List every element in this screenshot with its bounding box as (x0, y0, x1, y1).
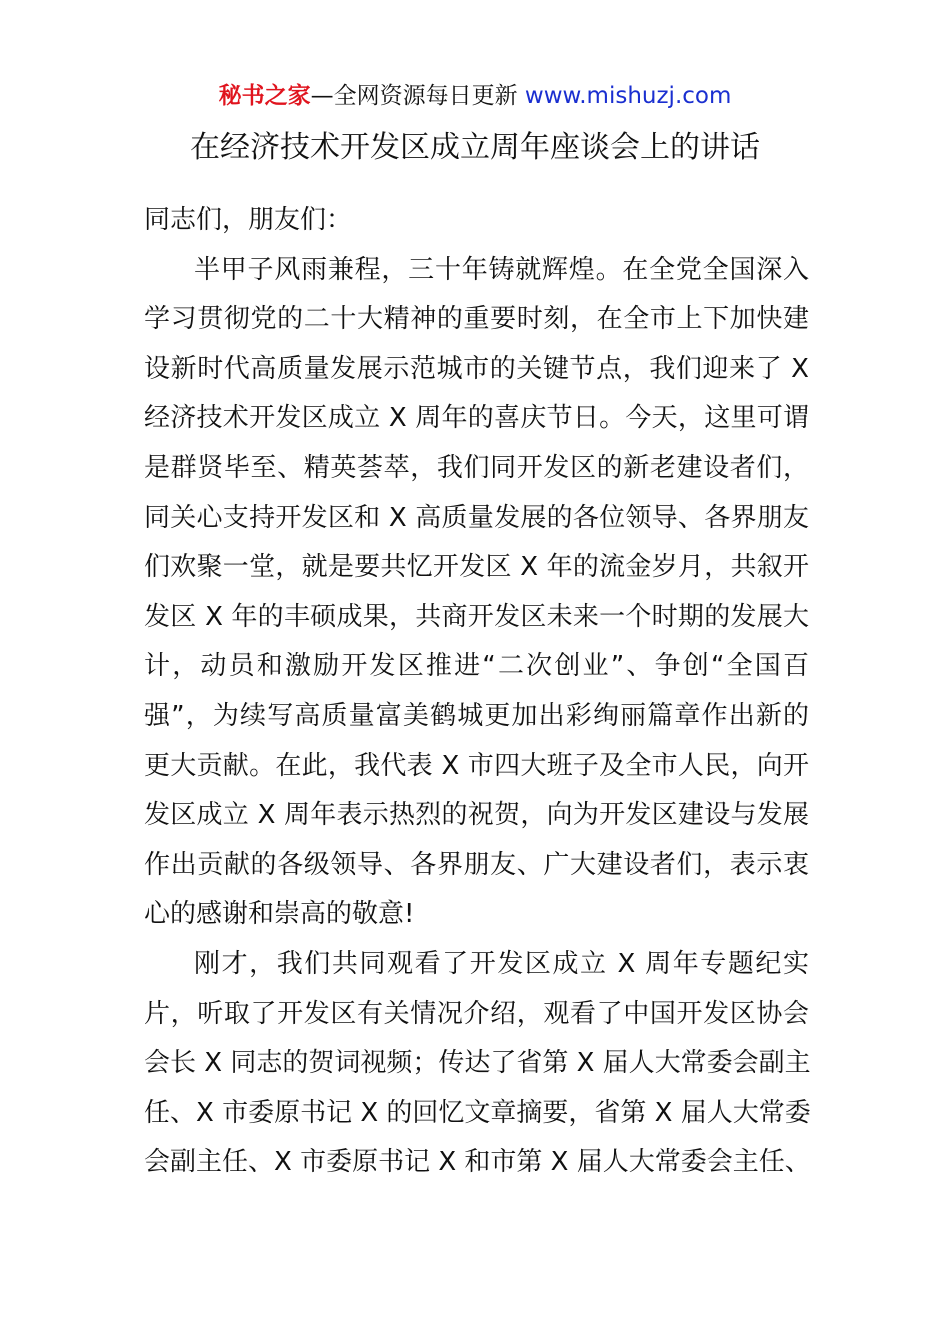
paragraph-line: 心的感谢和崇高的敬意! (144, 899, 415, 930)
paragraph-line: 计，动员和激励开发区推进“二次创业”、争创“全国百 (144, 651, 809, 682)
paragraph-line: 半甲子风雨兼程，三十年铸就辉煌。在全党全国深入 (194, 254, 809, 285)
paragraph-line: 发区 X 年的丰硕成果，共商开发区未来一个时期的发展大 (144, 601, 809, 632)
site-url: www.mishuzj.com (524, 83, 732, 109)
paragraph-line: 强”，为续写高质量富美鹤城更加出彩绚丽篇章作出新的 (144, 700, 809, 731)
paragraph-line: 任、X 市委原书记 X 的回忆文章摘要，省第 X 届人大常委 (144, 1097, 811, 1128)
paragraph-line: 学习贯彻党的二十大精神的重要时刻，在全市上下加快建 (144, 304, 809, 335)
paragraph-line: 同关心支持开发区和 X 高质量发展的各位领导、各界朋友 (144, 502, 809, 533)
paragraph-line: 会长 X 同志的贺词视频；传达了省第 X 届人大常委会副主 (144, 1048, 811, 1079)
brand-name: 秘书之家 (218, 83, 311, 109)
paragraph-line: 会副主任、X 市委原书记 X 和市第 X 届人大常委会主任、 (144, 1147, 811, 1178)
paragraph-line: 设新时代高质量发展示范城市的关键节点，我们迎来了 X (144, 353, 809, 384)
header-slogan: —全网资源每日更新 (310, 83, 525, 109)
site-header (0, 80, 950, 112)
document-title: 在经济技术开发区成立周年座谈会上的讲话 (190, 130, 760, 165)
paragraph-line: 刚才，我们共同观看了开发区成立 X 周年专题纪实 (194, 948, 809, 979)
paragraph-line: 片，听取了开发区有关情况介绍，观看了中国开发区协会 (144, 998, 809, 1029)
paragraph-line: 们欢聚一堂，就是要共忆开发区 X 年的流金岁月，共叙开 (144, 552, 809, 583)
paragraph-line: 作出贡献的各级领导、各界朋友、广大建设者们，表示衷 (144, 849, 809, 880)
paragraph-line: 是群贤毕至、精英荟萃，我们同开发区的新老建设者们， (144, 452, 809, 483)
paragraph-line: 更大贡献。在此，我代表 X 市四大班子及全市人民，向开 (144, 750, 809, 781)
document-body (144, 196, 809, 1188)
paragraph-line: 发区成立 X 周年表示热烈的祝贺，向为开发区建设与发展 (144, 800, 809, 831)
salutation: 同志们，朋友们： (144, 205, 353, 235)
paragraph-line: 经济技术开发区成立 X 周年的喜庆节日。今天，这里可谓 (144, 403, 809, 434)
